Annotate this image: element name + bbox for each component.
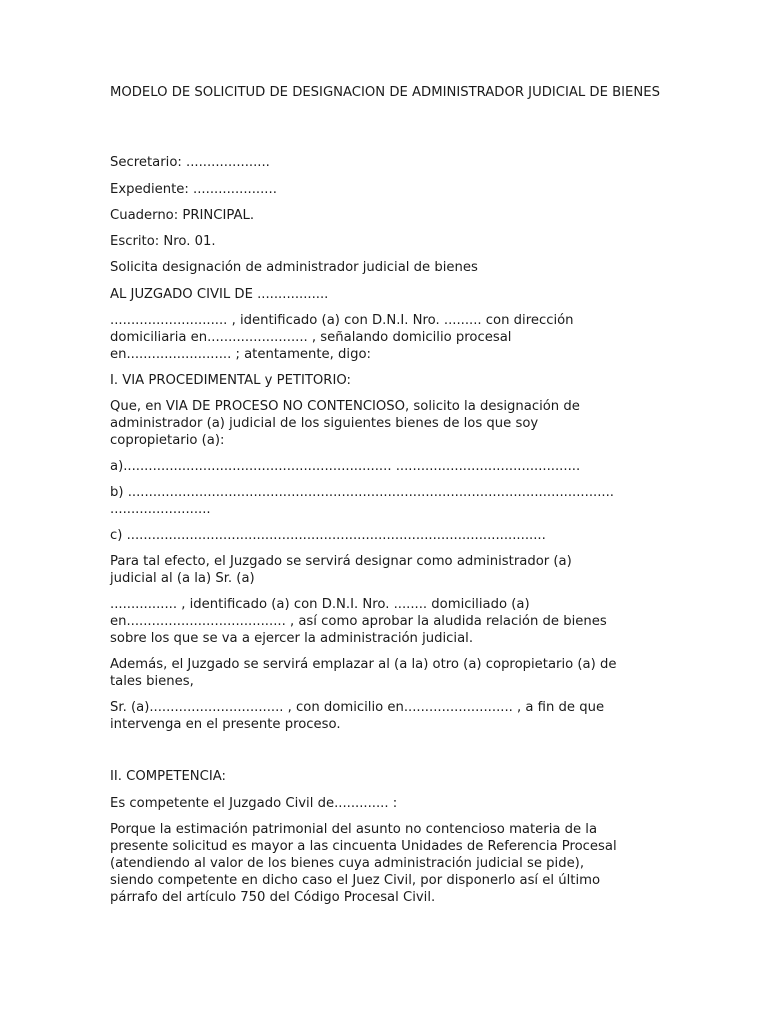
sumilla-line: Solicita designación de administrador judicial de bienes (110, 260, 478, 275)
porque-line: párrafo del artículo 750 del Código Procesal Civil. (110, 890, 436, 905)
competente-line: Es competente el Juzgado Civil de............. : (110, 796, 398, 811)
sr-line: intervenga en el presente proceso. (110, 717, 341, 732)
porque-line: siendo competente en dicho caso el Juez Civil, por disponerlo así el último (110, 873, 601, 888)
designado-line: ................ , identificado (a) con D.N.I. Nro. ........ domiciliado (a) (110, 597, 530, 612)
item-a: a)................................................................ ............................................ (110, 459, 581, 474)
document-title (110, 84, 670, 101)
petitorio-line: administrador (a) judicial de los siguientes bienes de los que soy (110, 416, 539, 431)
intro-paragraph (110, 312, 670, 363)
designado-paragraph (110, 596, 670, 647)
designado-line: sobre los que se va a ejercer la administración judicial. (110, 631, 474, 646)
emplazar-paragraph (110, 656, 670, 690)
porque-line: Porque la estimación patrimonial del asunto no contencioso materia de la (110, 822, 598, 837)
intro-line: en......................... ; atentamente, digo: (110, 347, 371, 362)
section2-heading: II. COMPETENCIA: (110, 769, 226, 784)
secretario-line: Secretario: .................... (110, 155, 270, 170)
cuaderno-line: Cuaderno: PRINCIPAL. (110, 208, 255, 223)
intro-line: domiciliaria en........................ , señalando domicilio procesal (110, 330, 512, 345)
efecto-line: judicial al (a la) Sr. (a) (110, 571, 255, 586)
petitorio-line: copropietario (a): (110, 433, 225, 448)
petitorio-line: Que, en VIA DE PROCESO NO CONTENCIOSO, solicito la designación de (110, 399, 580, 414)
escrito-line: Escrito: Nro. 01. (110, 234, 216, 249)
title-line: MODELO DE SOLICITUD DE DESIGNACION DE ADMINISTRADOR JUDICIAL DE (110, 85, 608, 100)
expediente-line: Expediente: .................... (110, 182, 277, 197)
efecto-line: Para tal efecto, el Juzgado se servirá designar como administrador (a) (110, 554, 572, 569)
emplazar-line: Además, el Juzgado se servirá emplazar al (a la) otro (a) copropietario (a) de (110, 657, 617, 672)
porque-line: (atendiendo al valor de los bienes cuya administración judicial se pide), (110, 856, 585, 871)
efecto-paragraph (110, 553, 670, 587)
intro-line: ............................ , identificado (a) con D.N.I. Nro. ......... con dirección (110, 313, 574, 328)
petitorio-paragraph (110, 398, 670, 449)
item-c: c) .................................................................................................... (110, 528, 546, 543)
item-b (110, 484, 670, 518)
porque-line: presente solicitud es mayor a las cincuenta Unidades de Referencia Procesal (110, 839, 617, 854)
section1-heading: I. VIA PROCEDIMENTAL y PETITORIO: (110, 373, 351, 388)
porque-paragraph (110, 821, 670, 906)
emplazar-line: tales bienes, (110, 674, 194, 689)
juzgado-addressee: AL JUZGADO CIVIL DE ................. (110, 287, 329, 302)
item-b-line: ........................ (110, 502, 211, 517)
item-b-line: b) .................................................................................................................... (110, 485, 614, 500)
designado-line: en...................................... , así como aprobar la aludida relación de bienes (110, 614, 607, 629)
sr-line: Sr. (a)................................ , con domicilio en.......................... , a fin de que (110, 700, 605, 715)
title-line: BIENES (612, 85, 660, 100)
sr-paragraph (110, 699, 670, 733)
